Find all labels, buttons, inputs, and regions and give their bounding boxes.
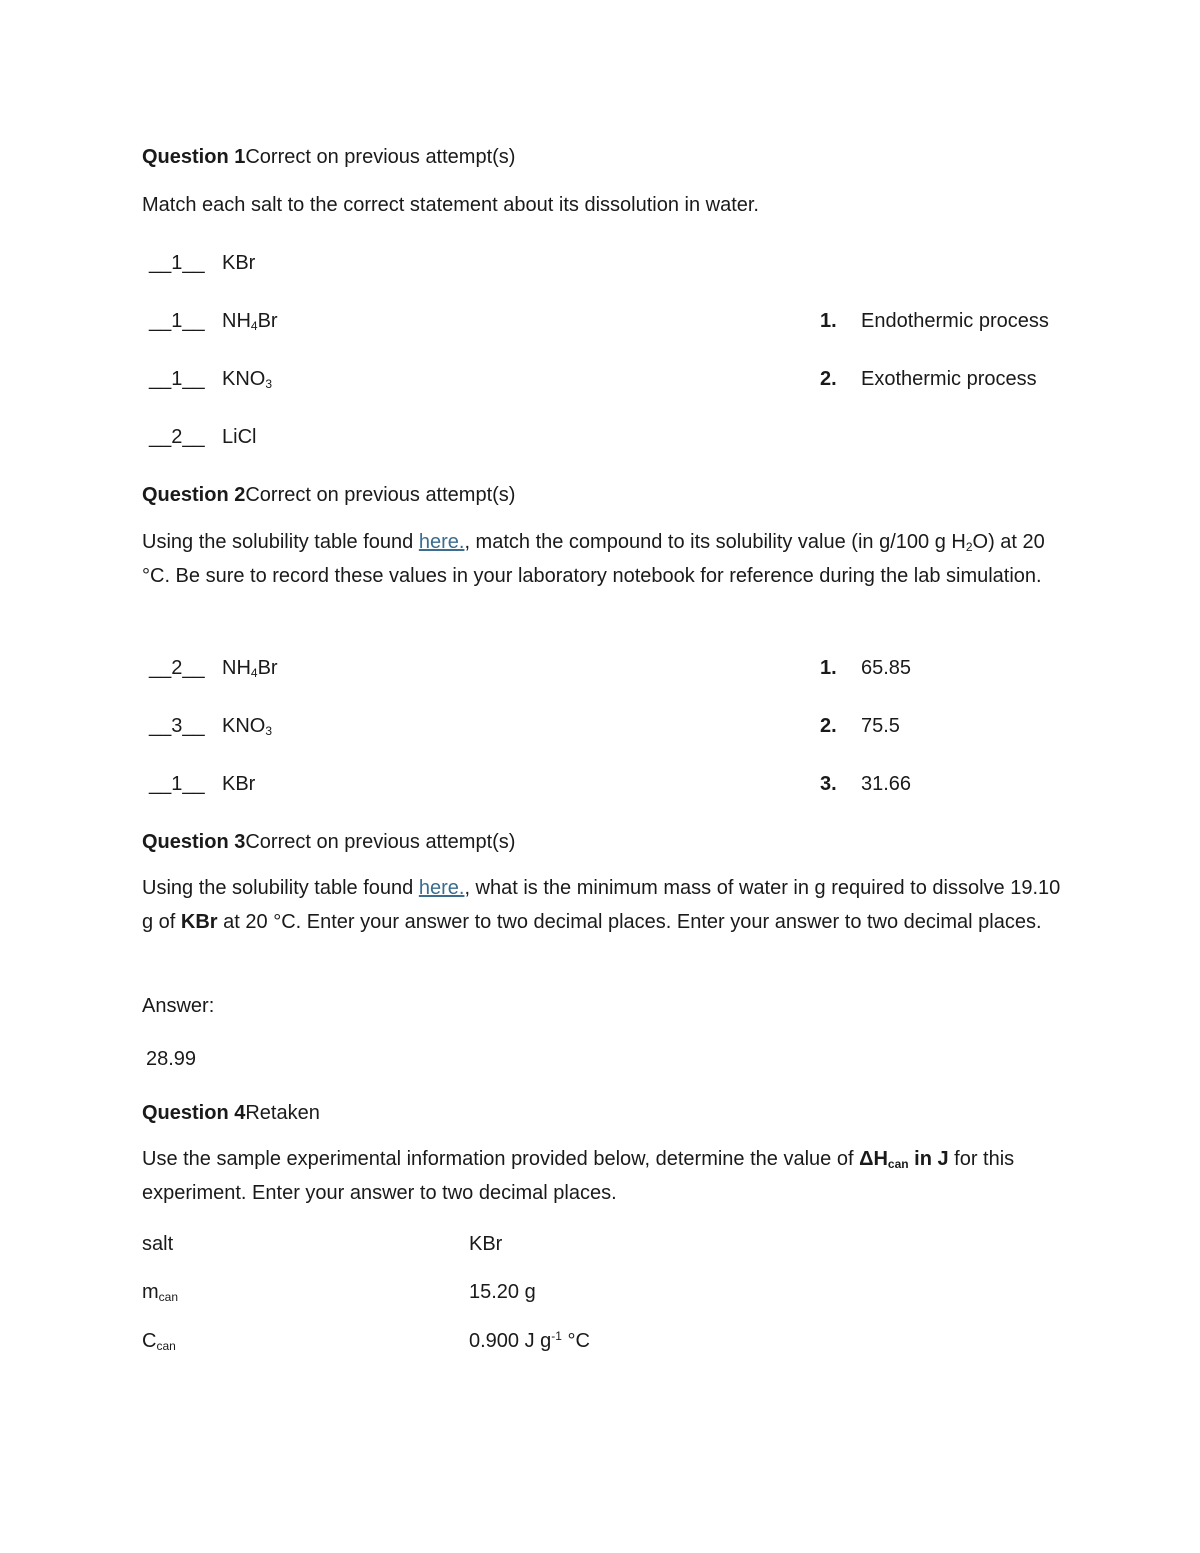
q1-option-number: 1. [820,310,837,332]
row-label [142,1329,176,1353]
question-3-prompt [142,872,1062,939]
q2-answer-blank[interactable]: __1__ [149,773,205,795]
question-4-header [142,1101,320,1125]
question-4-title: Question 4 [142,1102,246,1124]
question-1-title: Question 1 [142,146,246,168]
q1-answer-blank[interactable]: __2__ [149,426,205,448]
q1-option-text: Endothermic process [861,310,1049,332]
salt-formula: KBr [222,252,256,274]
delta-h-symbol: ΔH [859,1148,888,1170]
value-text: 0.900 J g [469,1330,552,1352]
compound-subscript: 3 [265,724,273,738]
value-text: KBr [469,1233,503,1255]
label-subscript: can [158,1290,179,1304]
q2-option-value: 31.66 [861,773,912,795]
row-value [469,1232,502,1256]
q2-option-number: 2. [820,715,837,737]
q1-salt [222,425,256,449]
q2-option-value: 75.5 [861,715,900,737]
row-label [142,1232,173,1256]
q2-compound [222,772,255,796]
question-3-header [142,830,515,854]
q2-compound [222,714,272,738]
question-2-header [142,483,515,507]
value-superscript: -1 [551,1329,562,1343]
question-4-prompt [142,1143,1062,1210]
question-2-title: Question 2 [142,484,246,506]
question-1-prompt: Match each salt to the correct statement about its dissolution in water. [142,194,759,216]
question-2-prompt [142,526,1062,593]
q2-answer-blank[interactable]: __3__ [149,715,205,737]
row-label [142,1280,178,1304]
prompt-text: O) at 20 °C. Be sure to record these values in your laboratory notebook for reference during the lab simulation. [142,531,1045,587]
question-1-status: Correct on previous attempt(s) [245,146,516,168]
salt-formula: KNO [222,368,266,390]
salt-subscript: 3 [265,377,273,391]
answer-value[interactable]: 28.99 [146,1048,197,1070]
prompt-bold-formula: KBr [180,910,218,933]
compound-formula: KBr [222,773,256,795]
answer-label: Answer: [142,995,215,1017]
prompt-text: , what is the minimum mass of water in g required to dissolve 19.10 g of [142,877,1061,933]
solubility-table-link[interactable]: here. [418,877,465,899]
q1-answer-blank[interactable]: __1__ [149,252,205,274]
value-unit: °C [561,1330,590,1352]
q2-answer-blank[interactable]: __2__ [149,657,205,679]
value-text: 15.20 g [469,1281,536,1303]
prompt-bold-quantity [859,1148,949,1170]
delta-h-unit: in J [908,1148,949,1170]
q2-option-value: 65.85 [861,657,912,679]
question-2-status: Correct on previous attempt(s) [245,484,516,506]
question-1-header [142,145,515,169]
label-text: C [142,1330,157,1352]
question-4-status: Retaken [245,1102,320,1124]
q1-answer-blank[interactable]: __1__ [149,310,205,332]
solubility-table-link[interactable]: here. [418,531,465,553]
salt-subscript: 4 [250,319,258,333]
salt-formula-tail: Br [257,310,278,332]
question-3-status: Correct on previous attempt(s) [245,831,516,853]
q1-option-text: Exothermic process [861,368,1037,390]
label-subscript: can [156,1339,176,1353]
prompt-text: at 20 °C. Enter your answer to two decimal places. Enter your answer to two decimal places. [217,910,1042,933]
prompt-text: , match the compound to its solubility value (in g/100 g H [464,531,966,553]
prompt-text: for this experiment. Enter your answer to two decimal places. [142,1148,1015,1204]
prompt-text: Using the solubility table found [142,877,419,899]
q2-compound [222,656,278,680]
compound-formula: NH [222,657,251,679]
row-value [469,1280,536,1304]
salt-formula: NH [222,310,251,332]
q2-option-number: 3. [820,773,837,795]
q1-answer-blank[interactable]: __1__ [149,368,205,390]
question-3-title: Question 3 [142,831,246,853]
prompt-subscript: 2 [965,540,973,554]
compound-formula: KNO [222,715,266,737]
prompt-text: Using the solubility table found [142,531,419,553]
row-value [469,1329,590,1353]
compound-formula-tail: Br [257,657,278,679]
q1-salt [222,367,272,391]
delta-h-subscript: can [887,1157,909,1171]
salt-formula: LiCl [222,426,257,448]
label-text: salt [142,1233,174,1255]
label-text: m [142,1281,159,1303]
q2-option-number: 1. [820,657,837,679]
compound-subscript: 4 [250,666,258,680]
prompt-text: Use the sample experimental information provided below, determine the value of [142,1148,860,1170]
q1-option-number: 2. [820,368,837,390]
q1-salt [222,251,255,275]
q1-salt [222,309,278,333]
